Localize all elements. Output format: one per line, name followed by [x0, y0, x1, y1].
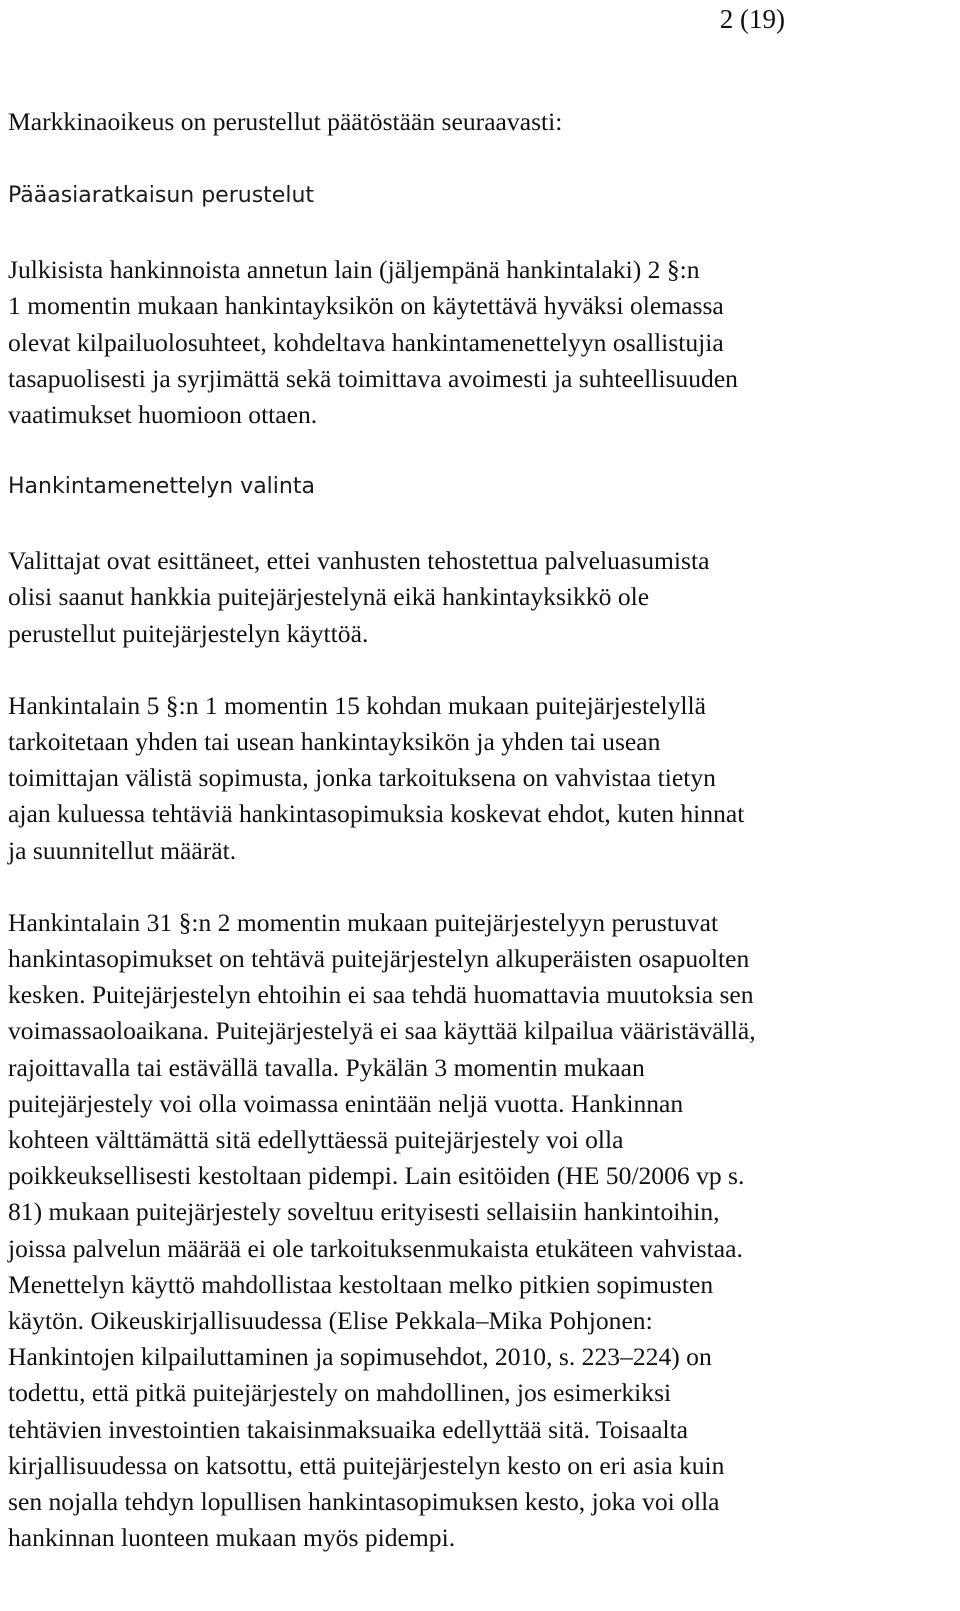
text-line: tehtävien investointien takaisinmaksuaika edellyttää sitä. Toisaalta [8, 1414, 689, 1444]
text-line: vaatimukset huomioon ottaen. [8, 400, 318, 430]
document-body [8, 104, 943, 1557]
text-line: poikkeuksellisesti kestoltaan pidempi. Lain esitöiden (HE 50/2006 vp s. [8, 1161, 745, 1191]
paragraph-general-principles [8, 252, 943, 433]
intro-text: Markkinaoikeus on perustellut päätöstään seuraavasti: [8, 107, 563, 136]
paragraph-framework-definition [8, 688, 943, 869]
main-heading: Pääasiaratkaisun perustelut [8, 183, 315, 209]
text-line: joissa palvelun määrää ei ole tarkoituksenmukaista etukäteen vahvistaa. [8, 1233, 743, 1263]
sub-heading: Hankintamenettelyn valinta [8, 474, 315, 500]
text-line: tasapuolisesti ja syrjimättä sekä toimittava avoimesti ja suhteellisuuden [8, 363, 738, 393]
text-line: rajoittavalla tai estävällä tavalla. Pykälän 3 momentin mukaan [8, 1052, 645, 1082]
text-line: kesken. Puitejärjestelyn ehtoihin ei saa tehdä huomattavia muutoksia sen [8, 980, 754, 1010]
text-line: toimittajan välistä sopimusta, jonka tarkoituksena on vahvistaa tietyn [8, 763, 716, 793]
text-line: käytön. Oikeuskirjallisuudessa (Elise Pekkala–Mika Pohjonen: [8, 1306, 653, 1336]
text-line: Hankintalain 5 §:n 1 momentin 15 kohdan mukaan puitejärjestelyllä [8, 690, 706, 720]
page-number: 2 (19) [719, 4, 785, 34]
paragraph-framework-duration [8, 905, 943, 1557]
text-line: kirjallisuudessa on katsottu, että puitejärjestelyn kesto on eri asia kuin [8, 1450, 725, 1480]
text-line: ajan kuluessa tehtäviä hankintasopimuksia koskevat ehdot, kuten hinnat [8, 799, 745, 829]
text-line: Hankintojen kilpailuttaminen ja sopimusehdot, 2010, s. 223–224) on [8, 1342, 712, 1372]
text-line: Hankintalain 31 §:n 2 momentin mukaan puitejärjestelyyn perustuvat [8, 907, 719, 937]
text-line: todettu, että pitkä puitejärjestely on mahdollinen, jos esimerkiksi [8, 1378, 672, 1408]
text-line: perustellut puitejärjestelyn käyttöä. [8, 618, 369, 648]
text-line: puitejärjestely voi olla voimassa enintään neljä vuotta. Hankinnan [8, 1088, 684, 1118]
text-line: kohteen välttämättä sitä edellyttäessä puitejärjestely voi olla [8, 1125, 624, 1155]
text-line: tarkoitetaan yhden tai usean hankintayksikön ja yhden tai usean [8, 727, 661, 757]
text-line: Menettelyn käyttö mahdollistaa kestoltaan melko pitkien sopimusten [8, 1269, 714, 1299]
text-line: Valittajat ovat esittäneet, ettei vanhusten tehostettua palveluasumista [8, 546, 710, 576]
text-line: hankinnan luonteen mukaan myös pidempi. [8, 1523, 456, 1553]
text-line: hankintasopimukset on tehtävä puitejärjestelyn alkuperäisten osapuolten [8, 944, 750, 974]
text-line: ja suunnitellut määrät. [8, 835, 237, 865]
text-line: olevat kilpailuolosuhteet, kohdeltava hankintamenettelyyn osallistujia [8, 327, 724, 357]
text-line: Julkisista hankinnoista annetun lain (jäljempänä hankintalaki) 2 §:n [8, 255, 700, 285]
text-line: sen nojalla tehdyn lopullisen hankintasopimuksen kesto, joka voi olla [8, 1487, 720, 1517]
text-line: voimassaoloaikana. Puitejärjestelyä ei saa käyttää kilpailua vääristävällä, [8, 1016, 756, 1046]
text-line: 1 momentin mukaan hankintayksikön on käytettävä hyväksi olemassa [8, 291, 724, 321]
paragraph-appellants-claim [8, 543, 943, 652]
text-line: 81) mukaan puitejärjestely soveltuu erityisesti sellaisiin hankintoihin, [8, 1197, 720, 1227]
text-line: olisi saanut hankkia puitejärjestelynä eikä hankintayksikkö ole [8, 582, 650, 612]
